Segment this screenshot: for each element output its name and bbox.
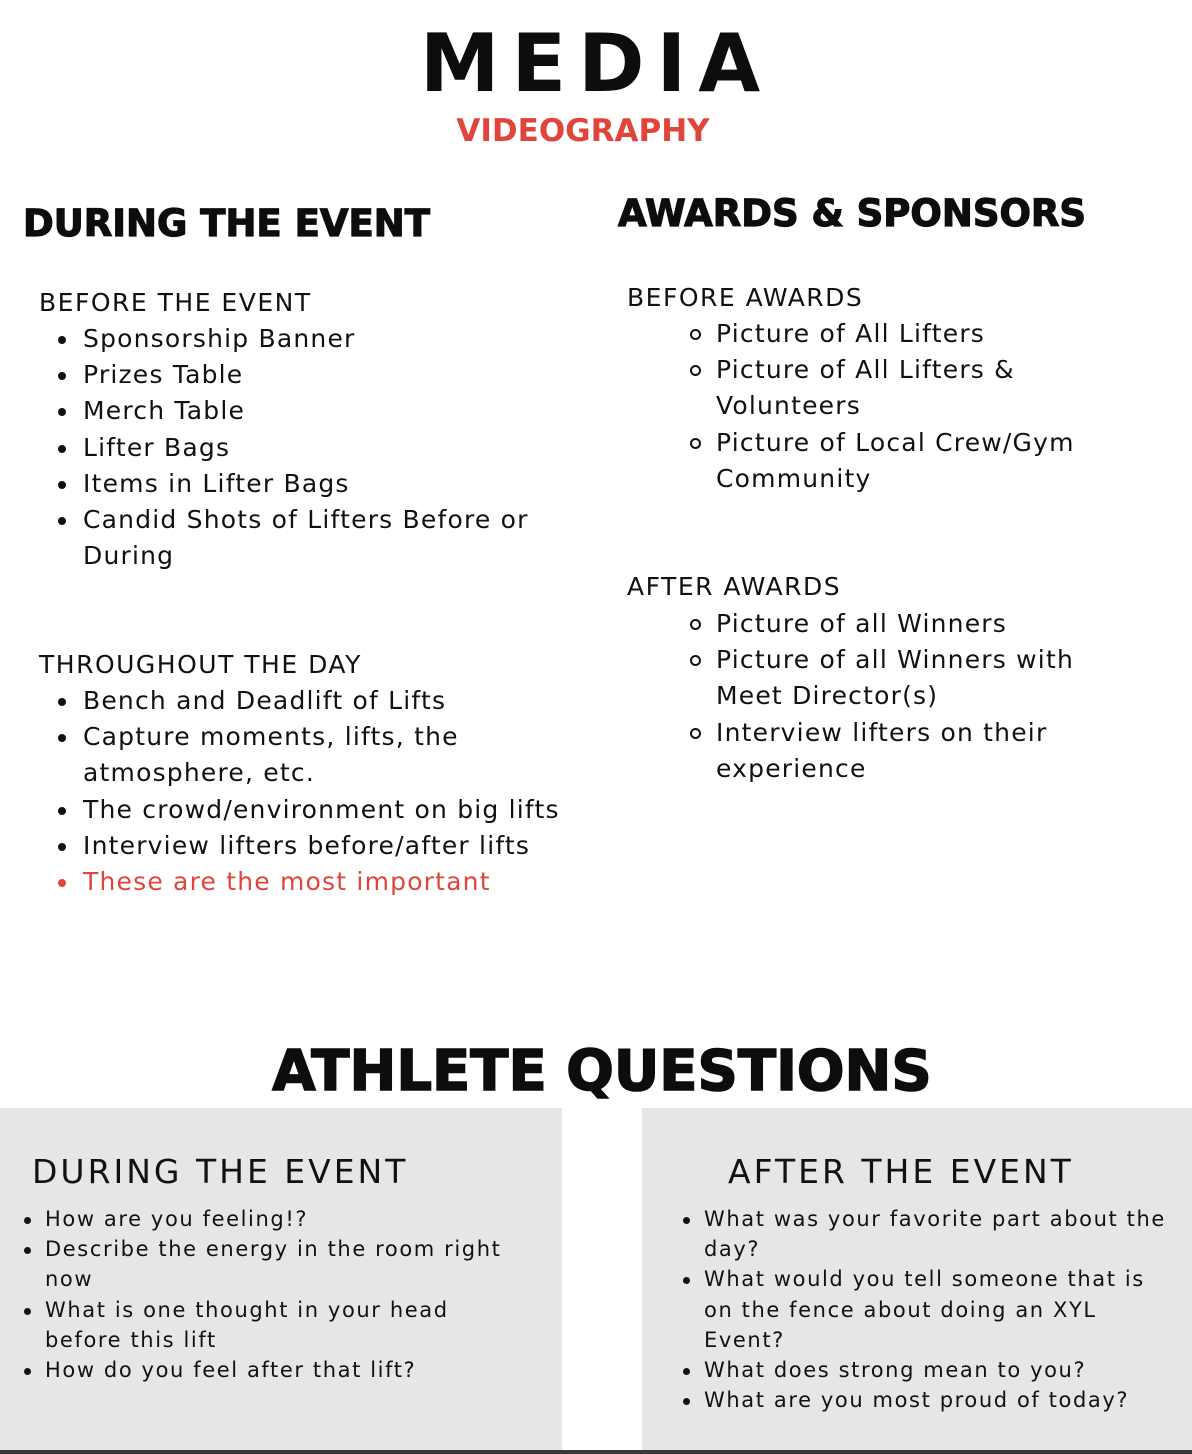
list-item: Interview lifters before/after lifts	[83, 828, 563, 864]
before-awards-label: BEFORE AWARDS	[627, 283, 864, 312]
list-item: Picture of all Winners with Meet Director(s)	[716, 642, 1136, 714]
after-questions-list	[704, 1204, 1169, 1415]
list-item: What was your favorite part about the day?	[704, 1204, 1169, 1264]
list-item: Merch Table	[83, 393, 563, 429]
list-item: The crowd/environment on big lifts	[83, 792, 563, 828]
athlete-questions-heading: ATHLETE QUESTIONS	[272, 1039, 932, 1104]
list-item: Picture of Local Crew/Gym Community	[716, 425, 1136, 497]
list-item: Capture moments, lifts, the atmosphere, etc.	[83, 719, 563, 791]
list-item: Picture of All Lifters & Volunteers	[716, 352, 1136, 424]
list-item: Interview lifters on their experience	[716, 715, 1136, 787]
list-item: What is one thought in your head before this lift	[45, 1295, 525, 1355]
list-item: How do you feel after that lift?	[45, 1355, 525, 1385]
list-item: Items in Lifter Bags	[83, 466, 563, 502]
before-awards-list	[716, 316, 1136, 497]
before-event-label: BEFORE THE EVENT	[39, 288, 312, 317]
list-item: Candid Shots of Lifters Before or During	[83, 502, 563, 574]
list-item: Prizes Table	[83, 357, 563, 393]
list-item: What would you tell someone that is on the fence about doing an XYL Event?	[704, 1264, 1169, 1355]
during-questions-title: DURING THE EVENT	[32, 1152, 409, 1191]
list-item: Sponsorship Banner	[83, 321, 563, 357]
list-item: What are you most proud of today?	[704, 1385, 1169, 1415]
after-awards-label: AFTER AWARDS	[627, 572, 842, 601]
page-title: MEDIA	[419, 17, 773, 110]
list-item: Picture of All Lifters	[716, 316, 1136, 352]
during-questions-list	[45, 1204, 525, 1385]
during-event-heading: DURING THE EVENT	[23, 202, 430, 245]
list-item: Describe the energy in the room right now	[45, 1234, 525, 1294]
list-item: What does strong mean to you?	[704, 1355, 1169, 1385]
before-event-list	[83, 321, 563, 574]
list-item: Bench and Deadlift of Lifts	[83, 683, 563, 719]
throughout-day-label: THROUGHOUT THE DAY	[39, 650, 362, 679]
list-item: Picture of all Winners	[716, 606, 1136, 642]
throughout-day-list	[83, 683, 563, 900]
page-subtitle: VIDEOGRAPHY	[456, 113, 710, 149]
list-item: How are you feeling!?	[45, 1204, 525, 1234]
during-questions-panel	[0, 1108, 562, 1454]
awards-heading: AWARDS & SPONSORS	[618, 192, 1087, 235]
bottom-divider	[0, 1450, 1192, 1454]
after-questions-panel	[642, 1108, 1192, 1454]
after-questions-title: AFTER THE EVENT	[728, 1152, 1074, 1191]
important-note: These are the most important	[83, 864, 563, 900]
after-awards-list	[716, 606, 1136, 787]
list-item: Lifter Bags	[83, 430, 563, 466]
